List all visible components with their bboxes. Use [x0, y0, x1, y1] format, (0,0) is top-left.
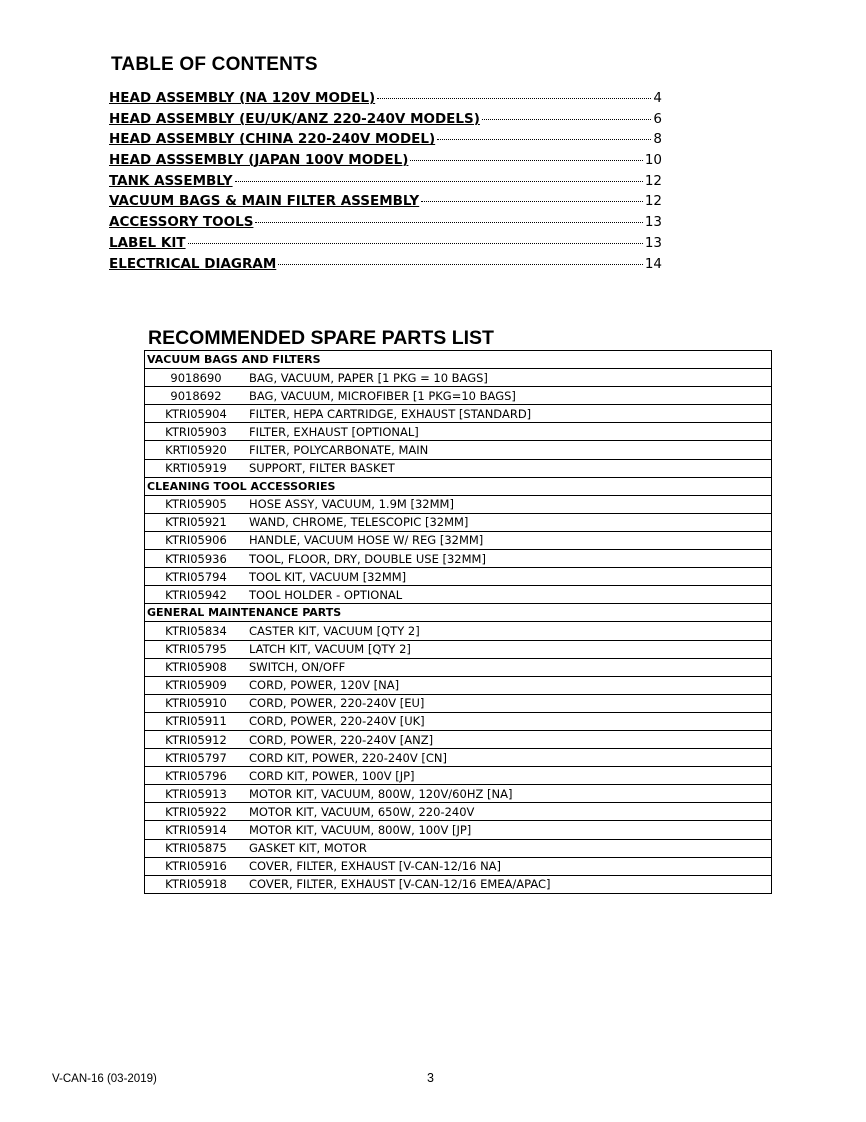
toc-leader [437, 139, 651, 140]
part-description: TOOL KIT, VACUUM [32MM] [249, 569, 407, 584]
toc-leader [188, 243, 643, 244]
part-number: KTRI05910 [165, 696, 227, 711]
part-number: KTRI05796 [165, 768, 227, 783]
toc-entry[interactable] [109, 235, 662, 256]
table-row [145, 640, 772, 658]
part-description: MOTOR KIT, VACUUM, 650W, 220-240V [249, 804, 475, 819]
part-number: 9018690 [170, 370, 222, 385]
table-row [145, 658, 772, 676]
spare-parts-title: RECOMMENDED SPARE PARTS LIST [148, 327, 494, 349]
table-row [145, 369, 772, 387]
table-row [145, 495, 772, 513]
table-section-row [145, 351, 772, 369]
part-description: CORD, POWER, 220-240V [EU] [249, 696, 425, 711]
toc-entry-page: 14 [644, 255, 662, 272]
part-description: FILTER, HEPA CARTRIDGE, EXHAUST [STANDARD] [249, 406, 532, 421]
table-row [145, 586, 772, 604]
part-number: 9018692 [170, 388, 222, 403]
table-row [145, 423, 772, 441]
toc-leader [278, 264, 643, 265]
table-row [145, 803, 772, 821]
table-row [145, 531, 772, 549]
part-number: KTRI05911 [165, 714, 227, 729]
table-row [145, 857, 772, 875]
part-description: FILTER, POLYCARBONATE, MAIN [249, 443, 429, 458]
part-description: CORD KIT, POWER, 100V [JP] [249, 768, 415, 783]
toc-entry-label: HEAD ASSEMBLY (CHINA 220-240V MODEL) [109, 131, 436, 148]
table-row [145, 513, 772, 531]
toc-leader [482, 119, 652, 120]
part-number: KTRI05905 [165, 497, 227, 512]
part-description: CORD, POWER, 220-240V [UK] [249, 714, 425, 729]
spare-parts-table [144, 350, 772, 894]
table-row [145, 712, 772, 730]
part-number: KRTI05920 [165, 443, 227, 458]
table-of-contents [109, 90, 662, 276]
toc-entry-label: HEAD ASSEMBLY (NA 120V MODEL) [109, 90, 376, 106]
table-row [145, 387, 772, 405]
toc-entry-page: 8 [653, 131, 662, 148]
toc-entry-page: 6 [653, 110, 662, 127]
table-row [145, 749, 772, 767]
part-description: HOSE ASSY, VACUUM, 1.9M [32MM] [249, 497, 454, 512]
part-number: KTRI05912 [165, 732, 227, 747]
toc-leader [255, 222, 642, 223]
toc-entry[interactable] [109, 256, 662, 277]
table-row [145, 694, 772, 712]
page-number: 3 [427, 1071, 434, 1085]
table-row [145, 839, 772, 857]
part-number: KTRI05922 [165, 804, 227, 819]
toc-entry-page: 13 [644, 234, 662, 251]
part-number: KTRI05794 [165, 569, 227, 584]
toc-entry-page: 4 [653, 90, 662, 106]
toc-leader [377, 98, 651, 99]
part-number: KTRI05916 [165, 859, 227, 874]
toc-entry-label: HEAD ASSEMBLY (EU/UK/ANZ 220-240V MODELS) [109, 110, 480, 127]
part-number: KTRI05908 [165, 660, 227, 675]
part-description: TOOL, FLOOR, DRY, DOUBLE USE [32MM] [249, 551, 486, 566]
table-row [145, 730, 772, 748]
table-row [145, 405, 772, 423]
toc-entry[interactable] [109, 193, 662, 214]
toc-entry[interactable] [109, 111, 662, 132]
part-number: KTRI05797 [165, 750, 227, 765]
part-number: KTRI05921 [165, 515, 227, 530]
toc-entry[interactable] [109, 173, 662, 194]
table-row [145, 622, 772, 640]
part-description: CORD KIT, POWER, 220-240V [CN] [249, 750, 447, 765]
table-row [145, 568, 772, 586]
part-number: KTRI05906 [165, 533, 227, 548]
part-description: COVER, FILTER, EXHAUST [V-CAN-12/16 EMEA/APAC] [249, 877, 551, 892]
part-number: KTRI05936 [165, 551, 227, 566]
part-description: WAND, CHROME, TELESCOPIC [32MM] [249, 515, 469, 530]
toc-entry-label: ELECTRICAL DIAGRAM [109, 255, 277, 272]
toc-leader [410, 160, 642, 161]
part-description: CORD, POWER, 220-240V [ANZ] [249, 732, 434, 747]
toc-leader [235, 181, 643, 182]
table-section-row [145, 604, 772, 622]
toc-entry-label: TANK ASSEMBLY [109, 172, 233, 189]
part-description: MOTOR KIT, VACUUM, 800W, 120V/60HZ [NA] [249, 786, 513, 801]
table-row [145, 875, 772, 893]
part-description: HANDLE, VACUUM HOSE W/ REG [32MM] [249, 533, 484, 548]
part-number: KTRI05918 [165, 877, 227, 892]
part-description: GASKET KIT, MOTOR [249, 841, 367, 856]
table-row [145, 441, 772, 459]
toc-entry[interactable] [109, 131, 662, 152]
part-number: KTRI05913 [165, 786, 227, 801]
toc-leader [421, 201, 643, 202]
toc-entry[interactable] [109, 152, 662, 173]
toc-entry-label: VACUUM BAGS & MAIN FILTER ASSEMBLY [109, 193, 420, 210]
part-description: COVER, FILTER, EXHAUST [V-CAN-12/16 NA] [249, 859, 502, 874]
toc-entry-page: 10 [644, 152, 662, 169]
toc-entry-label: LABEL KIT [109, 234, 186, 251]
table-row [145, 821, 772, 839]
part-number: KTRI05904 [165, 406, 227, 421]
part-number: KTRI05903 [165, 424, 227, 439]
part-description: FILTER, EXHAUST [OPTIONAL] [249, 424, 419, 439]
table-row [145, 459, 772, 477]
toc-entry-label: ACCESSORY TOOLS [109, 214, 254, 231]
toc-entry[interactable] [109, 90, 662, 111]
toc-title: TABLE OF CONTENTS [111, 54, 318, 75]
part-description: BAG, VACUUM, MICROFIBER [1 PKG=10 BAGS] [249, 388, 516, 403]
part-description: SWITCH, ON/OFF [249, 660, 346, 675]
section-header: CLEANING TOOL ACCESSORIES [145, 477, 772, 495]
part-description: LATCH KIT, VACUUM [QTY 2] [249, 642, 411, 657]
toc-entry-page: 12 [644, 172, 662, 189]
part-number: KRTI05919 [165, 461, 227, 476]
table-row [145, 767, 772, 785]
part-number: KTRI05834 [165, 623, 227, 638]
section-header: GENERAL MAINTENANCE PARTS [145, 604, 772, 622]
table-row [145, 676, 772, 694]
part-number: KTRI05942 [165, 587, 227, 602]
part-number: KTRI05875 [165, 841, 227, 856]
document-id: V-CAN-16 (03-2019) [52, 1073, 157, 1085]
part-description: TOOL HOLDER - OPTIONAL [249, 587, 403, 602]
part-number: KTRI05909 [165, 678, 227, 693]
part-description: BAG, VACUUM, PAPER [1 PKG = 10 BAGS] [249, 370, 488, 385]
toc-entry-page: 12 [644, 193, 662, 210]
toc-entry-label: HEAD ASSSEMBLY (JAPAN 100V MODEL) [109, 152, 409, 169]
part-description: CASTER KIT, VACUUM [QTY 2] [249, 623, 420, 638]
part-number: KTRI05795 [165, 642, 227, 657]
table-row [145, 785, 772, 803]
table-row [145, 550, 772, 568]
toc-entry[interactable] [109, 214, 662, 235]
part-description: CORD, POWER, 120V [NA] [249, 678, 400, 693]
part-number: KTRI05914 [165, 822, 227, 837]
table-section-row [145, 477, 772, 495]
section-header: VACUUM BAGS AND FILTERS [145, 351, 772, 369]
toc-entry-page: 13 [644, 214, 662, 231]
part-description: MOTOR KIT, VACUUM, 800W, 100V [JP] [249, 822, 472, 837]
part-description: SUPPORT, FILTER BASKET [249, 461, 395, 476]
